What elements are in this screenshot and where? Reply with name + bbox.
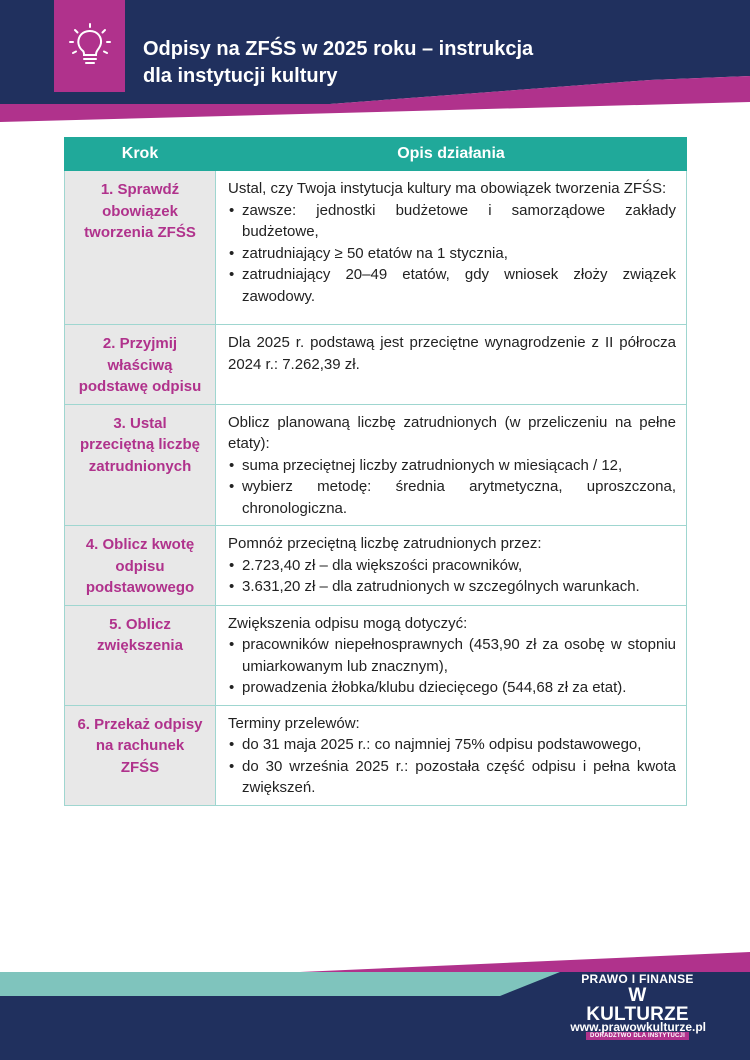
bullet-list [228,634,676,699]
column-header-description: Opis działania [216,138,687,171]
table-header-row [65,138,687,171]
bullet-item: • suma przeciętnej liczby zatrudnionych w miesiącach / 12, [228,455,676,477]
bullet-list [228,455,676,520]
description-intro: Zwiększenia odpisu mogą dotyczyć: [228,614,468,632]
logo-line-2: W KULTURZE [586,985,689,1025]
column-header-step: Krok [65,138,216,171]
lightbulb-icon [68,23,112,69]
description-intro: Dla 2025 r. podstawą jest przeciętne wynagrodzenie z II półrocza 2024 r.: 7.262,39 zł. [228,334,676,373]
bullet-item: • wybierz metodę: średnia arytmetyczna, uproszczona, chronologiczna. [228,476,676,519]
page-title-line-1: Odpisy na ZFŚS w 2025 roku – instrukcja [143,38,534,60]
step-cell: 4. Oblicz kwotę odpisu podstawowego [65,526,216,606]
table-row [65,325,687,405]
bullet-item: • 2.723,40 zł – dla większości pracowników, [228,555,676,577]
step-cell: 5. Oblicz zwiększenia [65,605,216,705]
website-link[interactable]: www.prawowkulturze.pl [570,1020,706,1034]
description-cell [216,325,687,405]
footer-magenta-stripe [0,952,750,972]
bullet-item: • prowadzenia żłobka/klubu dziecięcego (544,68 zł za etat). [228,677,676,699]
step-cell: 1. Sprawdź obowiązek tworzenia ZFŚS [65,171,216,325]
bullet-list [228,555,676,598]
page-title [143,36,703,90]
bullet-item: • do 31 maja 2025 r.: co najmniej 75% odpisu podstawowego, [228,734,676,756]
bullet-item: • 3.631,20 zł – dla zatrudnionych w szczególnych warunkach. [228,576,676,598]
table-body [65,171,687,806]
description-intro: Ustal, czy Twoja instytucja kultury ma obowiązek tworzenia ZFŚS: [228,180,667,197]
table-row [65,171,687,325]
step-cell: 3. Ustal przeciętną liczbę zatrudnionych [65,404,216,526]
table-row [65,526,687,606]
logo-tagline: DORADZTWO DLA INSTYTUCJI [586,1032,689,1040]
table-row [65,605,687,705]
instructions-table [64,137,687,806]
description-intro: Terminy przelewów: [228,714,360,732]
bullet-item: • do 30 września 2025 r.: pozostała część odpisu i pełna kwota zwiększeń. [228,756,676,799]
step-cell: 6. Przekaż odpisy na rachunek ZFŚS [65,705,216,805]
bullet-item: • pracowników niepełnosprawnych (453,90 zł za osobę w stopniu umiarkowanym lub znacznym), [228,634,676,677]
description-cell [216,605,687,705]
footer-teal-stripe [0,972,560,996]
description-cell [216,705,687,805]
bullet-list [228,200,676,308]
table-row [65,705,687,805]
bullet-item: • zawsze: jednostki budżetowe i samorządowe zakłady budżetowe, [228,200,676,243]
description-cell [216,404,687,526]
bullet-item: • zatrudniający ≥ 50 etatów na 1 stycznia, [228,243,676,265]
table-row [65,404,687,526]
page-title-line-2: dla instytucji kultury [143,65,338,87]
description-cell [216,171,687,325]
description-intro: Pomnóż przeciętną liczbę zatrudnionych przez: [228,535,542,552]
logo-line-1: PRAWO I FINANSE [581,972,694,986]
description-intro: Oblicz planowaną liczbę zatrudnionych (w przeliczeniu na pełne etaty): [228,413,676,452]
description-cell [216,526,687,606]
header-icon-box [54,0,125,92]
bullet-item: • zatrudniający 20–49 etatów, gdy wniosek złoży związek zawodowy. [228,264,676,307]
step-cell: 2. Przyjmij właściwą podstawę odpisu [65,325,216,405]
bullet-list [228,734,676,799]
